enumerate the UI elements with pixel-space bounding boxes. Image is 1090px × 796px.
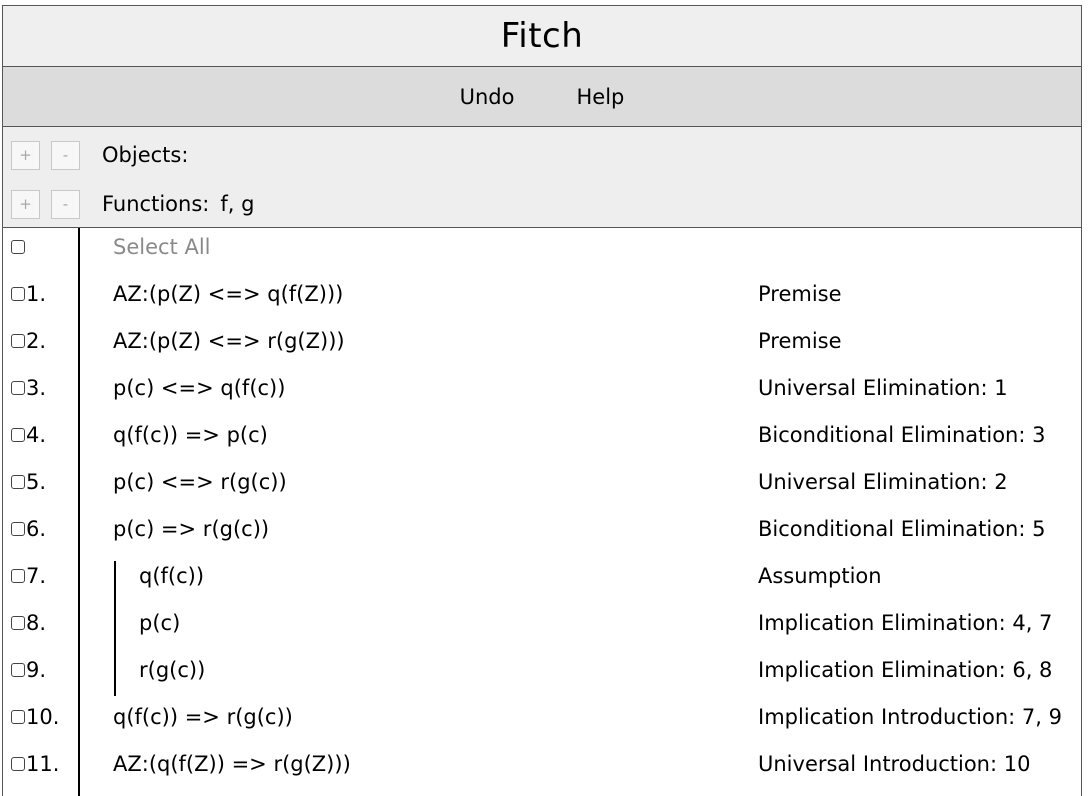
line-justification: Premise [758, 282, 842, 306]
line-number: 10. [26, 705, 60, 729]
line-number: 8. [26, 611, 47, 635]
vocabulary-panel [3, 127, 1081, 228]
line-checkbox[interactable] [11, 616, 25, 630]
proof-line [3, 322, 1081, 369]
line-checkbox[interactable] [11, 287, 25, 301]
select-all-label[interactable]: Select All [113, 235, 211, 259]
select-all-checkbox[interactable] [11, 240, 25, 254]
line-checkbox[interactable] [11, 569, 25, 583]
line-number: 1. [26, 282, 47, 306]
line-formula[interactable]: r(g(c)) [139, 658, 206, 682]
proof-line [3, 369, 1081, 416]
fitch-app [2, 5, 1082, 796]
line-checkbox[interactable] [11, 475, 25, 489]
proof-line [3, 557, 1081, 604]
line-formula[interactable]: p(c) <=> r(g(c)) [113, 470, 287, 494]
line-justification: Implication Elimination: 6, 8 [758, 658, 1053, 682]
proof-line [3, 745, 1081, 792]
line-formula[interactable]: p(c) [139, 611, 181, 635]
line-justification: Implication Elimination: 4, 7 [758, 611, 1053, 635]
proof-line [3, 275, 1081, 322]
line-justification: Implication Introduction: 7, 9 [758, 705, 1062, 729]
proof-line [3, 510, 1081, 557]
select-all-row [3, 228, 1081, 275]
remove-object-button[interactable]: - [51, 141, 80, 170]
functions-row [3, 184, 254, 224]
line-formula[interactable]: q(f(c)) => r(g(c)) [113, 705, 293, 729]
remove-function-button[interactable]: - [51, 190, 80, 219]
line-checkbox[interactable] [11, 757, 25, 771]
line-checkbox[interactable] [11, 522, 25, 536]
line-checkbox[interactable] [11, 428, 25, 442]
line-justification: Assumption [758, 564, 882, 588]
line-justification: Universal Introduction: 10 [758, 752, 1031, 776]
line-justification: Universal Elimination: 1 [758, 376, 1008, 400]
line-justification: Biconditional Elimination: 3 [758, 423, 1046, 447]
functions-label: Functions: [102, 192, 210, 216]
line-number: 2. [26, 329, 47, 353]
line-number: 6. [26, 517, 47, 541]
line-number: 9. [26, 658, 47, 682]
objects-label: Objects: [102, 143, 189, 167]
line-justification: Premise [758, 329, 842, 353]
line-number: 3. [26, 376, 47, 400]
functions-value: f, g [220, 192, 255, 216]
line-formula[interactable]: q(f(c)) [139, 564, 205, 588]
line-formula[interactable]: p(c) => r(g(c)) [113, 517, 270, 541]
line-number: 7. [26, 564, 47, 588]
line-formula[interactable]: q(f(c)) => p(c) [113, 423, 268, 447]
proof-line [3, 651, 1081, 698]
line-formula[interactable]: AZ:(q(f(Z)) => r(g(Z))) [113, 752, 351, 776]
line-number: 5. [26, 470, 47, 494]
proof-line [3, 698, 1081, 745]
subproof-scope-bar [114, 561, 116, 696]
line-checkbox[interactable] [11, 334, 25, 348]
line-formula[interactable]: p(c) <=> q(f(c)) [113, 376, 286, 400]
line-checkbox[interactable] [11, 663, 25, 677]
proof-line [3, 463, 1081, 510]
title-bar [3, 6, 1081, 67]
line-number: 11. [26, 752, 60, 776]
proof-line [3, 416, 1081, 463]
proof-line [3, 604, 1081, 651]
line-justification: Universal Elimination: 2 [758, 470, 1008, 494]
menu-bar [3, 67, 1081, 127]
line-number: 4. [26, 423, 47, 447]
line-checkbox[interactable] [11, 710, 25, 724]
help-button[interactable]: Help [576, 84, 625, 109]
proof-area [3, 228, 1081, 796]
undo-button[interactable]: Undo [459, 84, 515, 109]
objects-row [3, 135, 199, 175]
line-checkbox[interactable] [11, 381, 25, 395]
app-title: Fitch [500, 16, 584, 56]
add-function-button[interactable]: + [11, 190, 40, 219]
line-formula[interactable]: AZ:(p(Z) <=> q(f(Z))) [113, 282, 344, 306]
add-object-button[interactable]: + [11, 141, 40, 170]
line-formula[interactable]: AZ:(p(Z) <=> r(g(Z))) [113, 329, 345, 353]
line-justification: Biconditional Elimination: 5 [758, 517, 1046, 541]
